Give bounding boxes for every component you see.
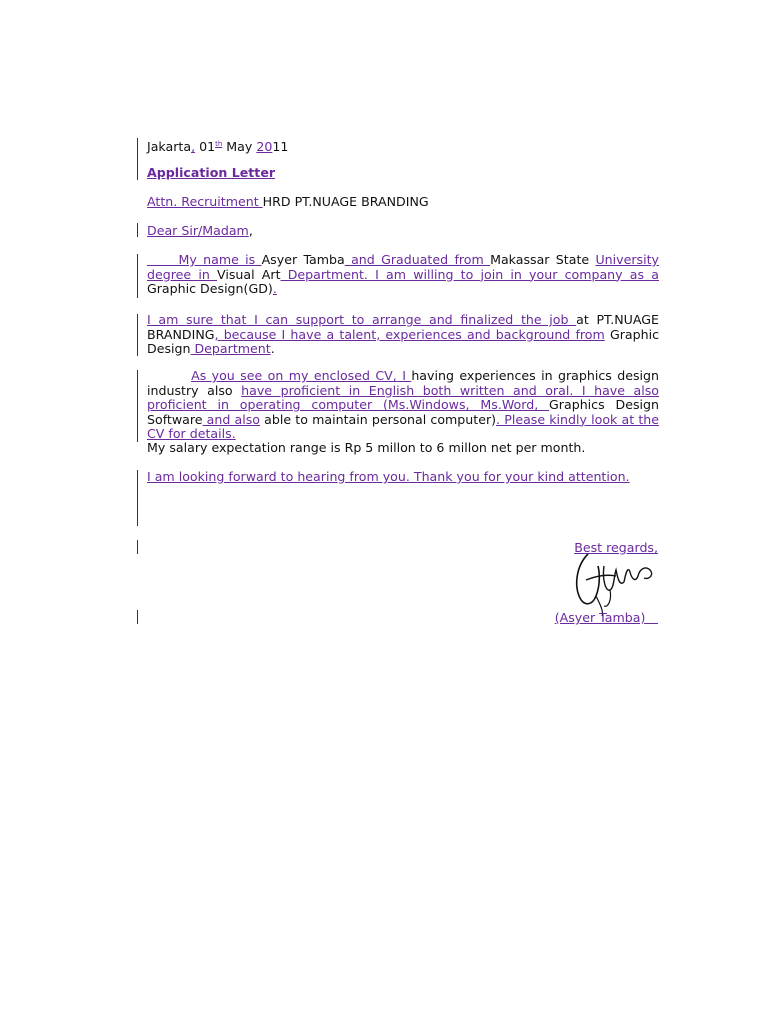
paragraph-experience: As you see on my enclosed CV, I having experiences in graphics design industry also have proficient in English both written and oral. I have also proficient in operating computer (Ms.Windows, Ms.Word, Graphics Design Software and also able to maintain personal computer). Please kindly look at the CV for details.: [147, 368, 660, 442]
change-bar: [137, 540, 138, 554]
date-ordinal: th: [215, 140, 223, 148]
letter-title: Application Letter: [147, 165, 276, 180]
change-bar: [137, 223, 138, 237]
signature-image: [566, 546, 662, 618]
change-bar: [137, 254, 138, 298]
company-name: HRD PT.NUAGE BRANDING: [262, 194, 429, 209]
date-line: Jakarta, 01th May 2011: [147, 139, 289, 154]
salutation: Dear Sir/Madam,: [147, 223, 253, 238]
change-bar: [137, 610, 138, 624]
change-bar: [137, 314, 138, 356]
change-bar: [137, 138, 138, 180]
date-city: Jakarta: [147, 139, 192, 154]
change-bar: [137, 470, 138, 526]
attention-line: Attn. Recruitment HRD PT.NUAGE BRANDING: [147, 194, 429, 209]
paragraph-qualification: I am sure that I can support to arrange and finalized the job at PT.NUAGE BRANDING, because I have a talent, experiences and background from Graphic Design Department.: [147, 312, 660, 357]
salary-line: My salary expectation range is Rp 5 millon to 6 millon net per month.: [147, 440, 586, 455]
closing-line: I am looking forward to hearing from you. Thank you for your kind attention.: [147, 469, 630, 484]
change-bar: [137, 370, 138, 442]
best-regards: Best regards,: [574, 540, 658, 555]
signer-name: (Asyer Tamba): [554, 610, 646, 625]
paragraph-introduction: My name is Asyer Tamba and Graduated from Makassar State University degree in Visual Art Department. I am willing to join in your company as a Graphic Design(GD).: [147, 252, 659, 297]
